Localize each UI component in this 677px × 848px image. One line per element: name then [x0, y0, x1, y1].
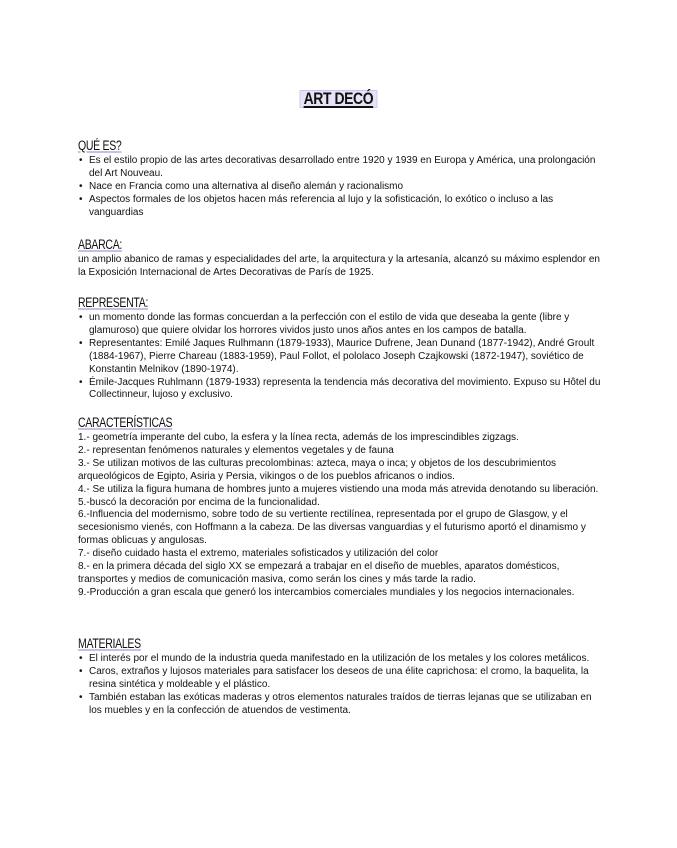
section-abarca — [78, 237, 603, 280]
list-item: 3.- Se utilizan motivos de las culturas precolombinas: azteca, maya o inca; y objetos de los descubrimientos arqueológicos de Egipto, Asiria y Persia, vikingos o de los pueblos africanos o indios. — [78, 457, 557, 482]
materiales-list — [78, 653, 603, 718]
list-item: • Émile-Jacques Ruhlmann (1879-1933) representa la tendencia más decorativa del movimiento. Expuso su Hôtel du Collectinneur, lujoso y exclusivo. — [78, 377, 603, 403]
section-heading-caracteristicas: CARACTERÍSTICAS — [78, 415, 173, 430]
section-materiales — [78, 636, 603, 718]
title-container — [0, 90, 677, 109]
list-item: 1.- geometría imperante del cubo, la esfera y la línea recta, además de los imprescindibles zigzags. — [78, 432, 519, 443]
list-item: • Es el estilo propio de las artes decorativas desarrollado entre 1920 y 1939 en Europa y América, una prolongación del Art Nouveau. — [78, 155, 603, 181]
list-item: • Caros, extraños y lujosos materiales para satisfacer los deseos de una élite caprichosa: el cromo, la baquelita, la resina sintética y moldeable y el plástico. — [78, 666, 603, 692]
section-heading-abarca: ABARCA: — [78, 237, 123, 252]
section-caracteristicas — [78, 415, 603, 600]
document-title: ART DECÓ — [300, 90, 378, 108]
list-item: 4.- Se utiliza la figura humana de hombres junto a mujeres vistiendo una moda más atrevida denotando su liberación. — [78, 483, 599, 495]
section-que-es — [78, 138, 603, 220]
list-item: • Representantes: Emilé Jaques Rulhmann (1879-1933), Maurice Dufrene, Jean Dunand (1877-1942), André Groult (1884-1967), Pierre Chareau (1883-1959), Paul Follot, el pololaco Joseph Czajkowski (1872-1947), soviético de Konstantin Melnikov (1890-1974). — [78, 338, 603, 377]
list-item: 6.-Influencia del modernismo, sobre todo de su vertiente rectilínea, representada por el grupo de Glasgow, y el secesionismo vienés, con Hoffmann a la cabeza. De las diversas vanguardias y el futurismo aportó el dinamismo y formas oblicuas y angulosas. — [78, 509, 586, 547]
list-item: • un momento donde las formas concuerdan a la perfección con el estilo de vida que deseaba la gente (libre y glamuroso) que quiere olvidar los horrores vividos justo unos años antes en los campos de batalla. — [78, 312, 603, 338]
list-item: 5.-buscó la decoración por encima de la funcionalidad. — [78, 496, 320, 508]
list-item: • También estaban las exóticas maderas y otros elementos naturales traídos de tierras lejanas que se utilizaban en los muebles y en la confección de atuendos de vestimenta. — [78, 692, 603, 718]
list-item: 9.-Producción a gran escala que generó los intercambios comerciales mundiales y los negocios internacionales. — [78, 586, 575, 598]
caracteristicas-list — [78, 432, 603, 600]
que-es-list — [78, 155, 603, 220]
list-item: 7.- diseño cuidado hasta el extremo, materiales sofisticados y utilización del color — [78, 548, 439, 560]
abarca-text: un amplio abanico de ramas y especialidades del arte, la arquitectura y la artesanía, alcanzó su máximo esplendor en la Exposición Internacional de Artes Decorativas de París de 1925. — [78, 254, 600, 278]
section-representa — [78, 295, 603, 402]
list-item: 8.- en la primera década del siglo XX se empezará a trabajar en el diseño de muebles, aparatos domésticos, transportes y medios de comunicación masiva, como serán los cines y más tarde la radio. — [78, 561, 560, 585]
list-item: • Aspectos formales de los objetos hacen más referencia al lujo y la sofisticación, lo exótico o incluso a las vanguardias — [78, 194, 603, 220]
section-heading-materiales: MATERIALES — [78, 636, 141, 651]
list-item: 2.- representan fenómenos naturales y elementos vegetales y de fauna — [78, 444, 394, 456]
list-item: • El interés por el mundo de la industria queda manifestado en la utilización de los metales y los colores metálicos. — [78, 653, 603, 666]
section-heading-que-es: QUÉ ES? — [78, 138, 122, 153]
representa-list — [78, 312, 603, 402]
section-heading-representa: REPRESENTA: — [78, 295, 149, 310]
list-item: • Nace en Francia como una alternativa al diseño alemán y racionalismo — [78, 181, 603, 194]
